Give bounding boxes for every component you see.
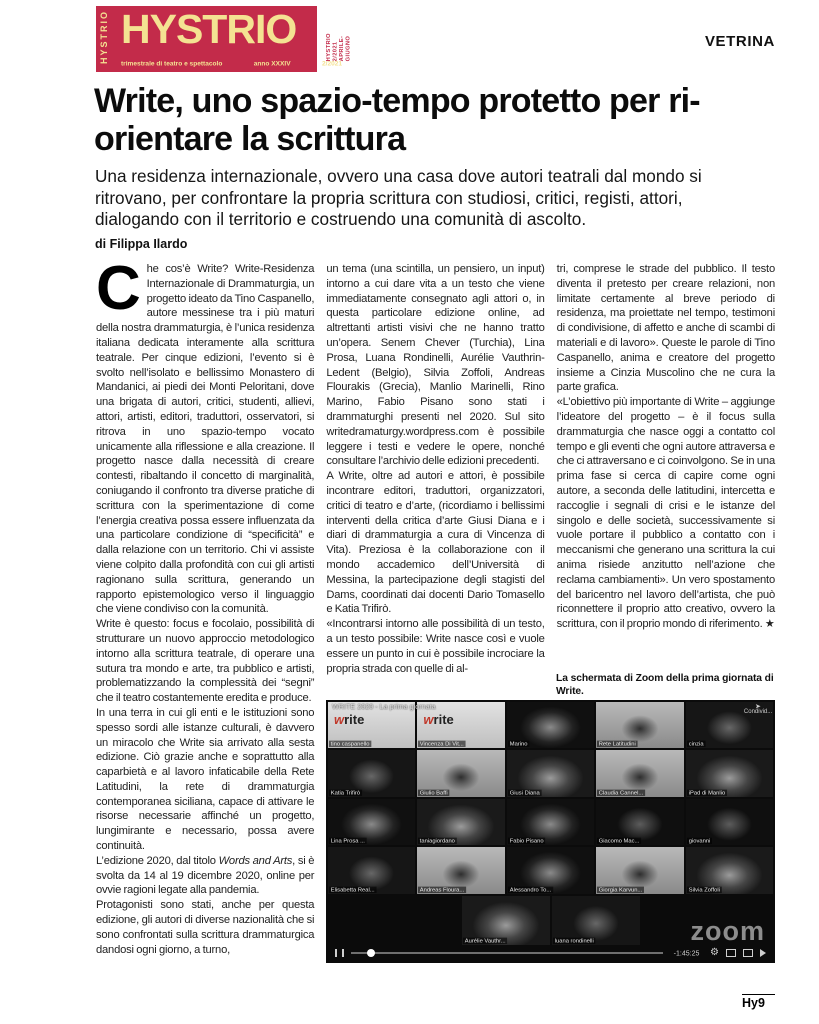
paragraph: «Incontrarsi intorno alle possibilità di un testo, a un testo possibile: Write nasce così e vuole essere un punto in cui è possibile incrociare la propria strada con quelle di al- (326, 618, 545, 675)
video-tile (686, 847, 773, 893)
participant-name: Giusi Diana (509, 789, 540, 796)
article-byline: di Filippa Ilardo (95, 237, 188, 251)
article-title: Write, uno spazio-tempo protetto per ri-orientare la scrittura (94, 82, 700, 158)
write-poster-logo (423, 712, 453, 727)
share-button (744, 703, 772, 715)
participant-name: tino caspanello (330, 741, 370, 748)
participant-name: Giacomo Mac... (598, 837, 640, 845)
video-row (328, 799, 773, 845)
participant-name: Lina Prosa ... (330, 837, 365, 845)
participant-name: Marino (509, 741, 528, 748)
participant-name: Vincenza Di Vit... (420, 741, 465, 748)
logo-name: HYSTRIO (121, 6, 297, 52)
poster-text: rite (344, 712, 365, 727)
video-tile (328, 799, 415, 845)
logo-tagline: trimestrale di teatro e spettacolo (121, 59, 223, 67)
participant-name: iPad di Manlio (688, 789, 725, 796)
participant-name: Giulio Baffi (420, 789, 449, 796)
video-row (328, 750, 773, 796)
settings-gear-icon: ⚙ (710, 947, 719, 958)
poster-accent: w (423, 712, 434, 727)
participant-name: Claudia Cannel... (598, 789, 644, 796)
video-tile (462, 896, 550, 945)
participant-name: Andreas Floura... (420, 886, 465, 893)
participant-name: Rete Latitudini (598, 741, 637, 748)
paragraph-text: , si è svolta da 14 al 19 dicembre 2020, online per ovvie ragioni legate alla pandemia. (96, 854, 315, 897)
video-tile (552, 896, 640, 945)
paragraph-text: L’edizione 2020, dal titolo (96, 854, 219, 867)
zoom-watermark: zoom (690, 916, 765, 946)
video-tile (507, 847, 594, 893)
page-number: Hy9 (742, 994, 775, 1010)
progress-handle (367, 949, 375, 957)
video-grid (328, 702, 773, 945)
video-tile (507, 702, 594, 748)
video-tile (596, 750, 683, 796)
time-remaining: -1:45:25 (673, 949, 700, 957)
progress-bar (351, 952, 663, 954)
book-title-italic: Words and Arts (218, 854, 293, 867)
paragraph (96, 254, 315, 617)
paragraph: un tema (una scintilla, un pensiero, un input) intorno a cui dare vita a un testo che viene immediatamente consegnato agli attori o, in questa particolare edizione online, ad altrettanti artisti visivi che ne hanno tratto un’opera. Senem Chever (Turchia), Lina Prosa, Luana Rondinelli, Aurélie Vauthrin-Ledent (Belgio), Silvia Zoffoli, Andreas Flourakis (Grecia), Manlio Marinelli, Rino Marino, Fabio Pisano sono stati i drammaturghi presenti nel 2020. Sul sito writedramaturgy.wordpress.com è possibile leggere i testi e vedere le opere, nonché consultare l’archivio delle edizioni precedenti. (326, 263, 545, 468)
zoom-meeting-title: WRITE 2020 - La prima giornata (332, 703, 436, 711)
participant-name: Silvia Zoffoli (688, 886, 720, 893)
paragraph-text: he cos’è Write? Write-Residenza Internazionale di Drammaturgia, un progetto ideato da Tino Caspanello, autore messinese tra i più maturi della nostra drammaturgia, è l’unica residenza italiana dedicata interamente alla scrittura teatrale. Per cinque edizioni, l’evento si è svolto nell’isolato e bellissimo Monastero di Mandanici, ai piedi dei Monti Peloritani, dove una brigata di autori, critici, studenti, allievi, attori, artisti, editori, traduttori, osservatori, si ritrova in uno spazio-tempo vocato unicamente alla riflessione e alla creazione. Il progetto nasce dalla necessità di creare contesti, ribaltando il concetto di marginalità, coniugando il confronto tra diverse pratiche di scrittura con la sperimentazione di come l’energia creativa possa essere influenzata da una particolare condizione di “specificità” e dalla relazione con un territorio. Chi vi assiste viene colpito dalla profondità con cui gli artisti ragionano sulla scrittura, generando un rapporto epistemologico verso il linguaggio che viene condiviso con la comunità. (96, 263, 315, 616)
section-label: VETRINA (704, 33, 775, 50)
video-tile (328, 750, 415, 796)
pip-icon (726, 949, 736, 957)
poster-text: rite (433, 712, 454, 727)
video-tile (596, 702, 683, 748)
pause-icon (335, 949, 344, 957)
participant-name: Giorgia Karvun... (598, 886, 643, 893)
paragraph: A Write, oltre ad autori e attori, è possibile incontrare editori, traduttori, organizzatori, critici di teatro e d’arte, (ricordiamo i bellissimi interventi della critica d’arte Giusi Diana e i diari di drammaturgia a cura di Vincenza di Vita). Preziosa è la collaborazione con il mondo accademico dell’Università di Messina, la partecipazione degli stagisti del Dams, coordinati dai docenti Dario Tomasello e Katia Trifirò. (326, 470, 545, 616)
video-tile (417, 799, 504, 845)
participant-name: giovanni (688, 837, 710, 845)
video-row (328, 847, 773, 893)
photo-caption: La schermata di Zoom della prima giornata di Write. (556, 673, 774, 697)
logo-info-row (121, 60, 342, 67)
video-tile (417, 750, 504, 796)
paragraph: «L’obiettivo più importante di Write – aggiunge l’ideatore del progetto – è il focus sulla drammaturgia che nasce oggi a contatto col tempo e gli eventi che ogni autore attraversa e che ci attraversano e ci coinvolgono. Se in una prima fase si cerca di capire come ogni autore, a seconda delle latitudini, intercetta e raccoglie i segnali di crisi e le istanze del singolo e delle società, successivamente si vuole portare il pubblico a contatto con i meccanismi che generano una scrittura la cui anima risiede anzitutto nell’azione che reclama cambiamenti». Un vero spostamento del baricentro nel lavoro dell’artista, che può riconnettere il proprio atto creativo, ovvero la scrittura, con il proprio mondo di riferimento. ★ (556, 396, 775, 631)
video-tile (328, 847, 415, 893)
spine-text: HYSTRIO 2/2021 APRILE-GIUGNO (325, 33, 351, 62)
article-standfirst: Una residenza internazionale, ovvero una casa dove autori teatrali dal mondo si ritrovano, per confrontare la propria scrittura con studiosi, critici, registi, attori, dialogando con il territorio e costruendo una comunità di ascolto. (95, 166, 702, 229)
logo-vertical-text: HYSTRIO (99, 10, 109, 65)
paragraph: Protagonisti sono stati, anche per questa edizione, gli autori di diverse nazionalità che si sono confrontati sulla scrittura drammaturgica dandosi ogni giorno, a turno, (96, 899, 315, 956)
participant-name: Elisabetta Real... (330, 886, 375, 893)
video-tile (686, 750, 773, 796)
logo-anno: anno XXXIV (253, 59, 291, 67)
participant-name: cinzia (688, 741, 704, 748)
fullscreen-icon (743, 949, 753, 957)
volume-icon (760, 949, 766, 957)
share-label: Condivid... (743, 708, 772, 715)
video-tile (507, 750, 594, 796)
poster-accent: w (334, 712, 345, 727)
participant-name: Alessandro To... (509, 886, 552, 893)
participant-name: Katia Trifirò (330, 789, 361, 796)
player-controls (326, 946, 775, 960)
video-tile (417, 847, 504, 893)
video-tile (596, 847, 683, 893)
participant-name: Aurélie Vauthr... (464, 937, 506, 945)
write-poster-logo (334, 712, 364, 727)
column-2 (326, 262, 544, 698)
participant-name: Fabio Pisano (509, 837, 544, 845)
zoom-screenshot (326, 700, 775, 963)
logo-issue: 2/2021 (322, 59, 343, 67)
paragraph (96, 854, 314, 898)
participant-name: luana rondinelli (554, 937, 594, 945)
participant-name: taniagiordano (420, 837, 456, 845)
paragraph: In una terra in cui gli enti e le istituzioni sono spesso sordi alle istanze culturali, è davvero un miracolo che Write sia arrivato alla sesta edizione. Ciò grazie anche e soprattutto alla caparbietà e al lavoro infaticabile della Rete Latitudini, la rete di drammaturgia contemporanea siciliana, capace di attivare le risorse necessarie affinché un progetto, lungimirante e necessario, possa avere continuità. (96, 706, 315, 853)
video-tile (686, 799, 773, 845)
video-tile (507, 799, 594, 845)
drop-cap: C (96, 254, 141, 323)
paragraph: tri, comprese le strade del pubblico. Il testo diventa il pretesto per creare relazioni, non limitate certamente al breve periodo di residenza, ma proiettate nel tempo, testimoni di condivisione, di affetto e anche di scambi di materiali e di lavoro». Queste le parole di Tino Caspanello, anima e creatore del progetto insieme a Cinzia Muscolino che ne cura la parte grafica. (556, 263, 775, 394)
paragraph: Write è questo: focus e focolaio, possibilità di strutturare un nuovo approccio metodologico intorno alla scrittura teatrale, di operare una sutura tra mondo e arte, tra pubblico e artisti, problematizzando la complessità dei “segni” che il teatro costantemente eredita e produce. (96, 618, 315, 705)
share-arrow-icon: ➤ (754, 701, 761, 711)
video-tile (596, 799, 683, 845)
column-1 (96, 254, 315, 957)
